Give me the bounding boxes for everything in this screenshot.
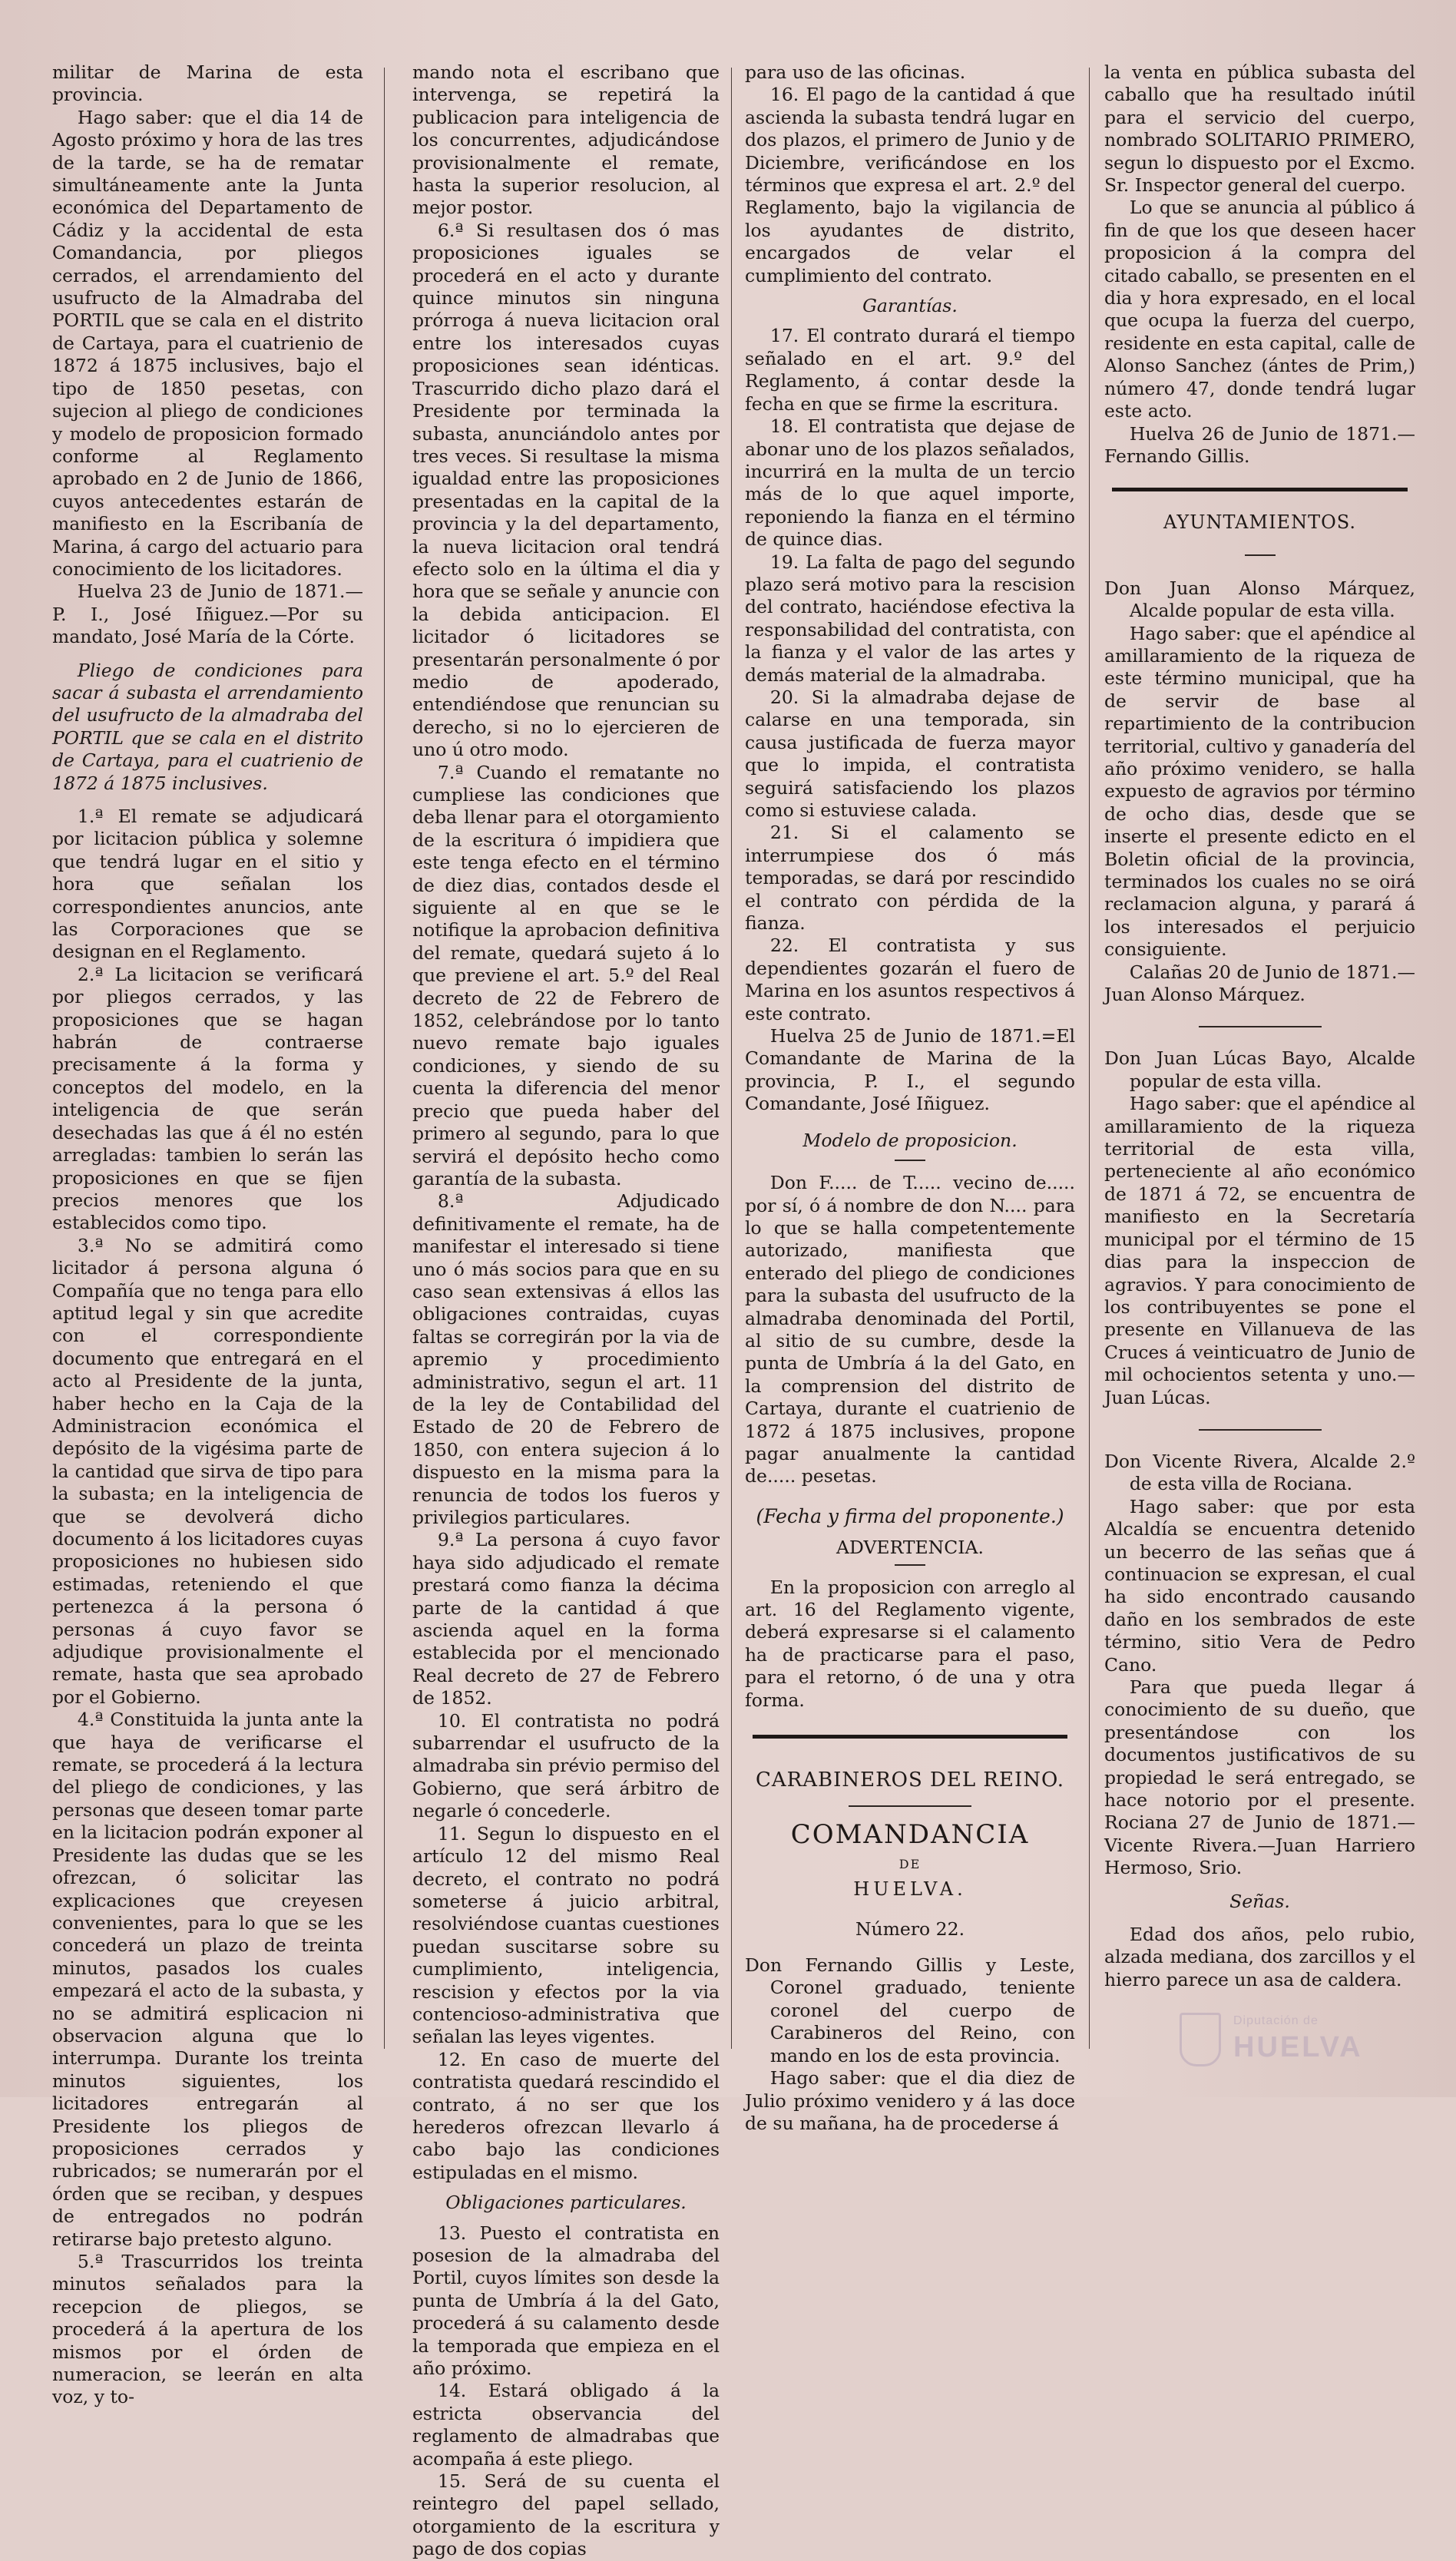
comandancia-heading: COMANDANCIA <box>790 1819 1030 1851</box>
clause: 20. Si la almadraba dejase de calarse en una temporada, sin causa justificada de fuerza mayor que lo impida, el contratista seguirá satisfaciendo los plazos como si estuviese calada. <box>745 686 1075 821</box>
paragraph: Hago saber: que el dia 14 de Agosto próximo y hora de las tres de la tarde, se ha de rematar simultáneamente ante la Junta económica del Departamento de Cádiz y la accidental de esta Comandancia, por pliegos cerrados, el arrendamiento del usufructo de la Almadraba del PORTIL que se cala en el distrito de Cartaya, para el cuatrienio de 1872 á 1875 inclusives, bajo el tipo de 1850 pesetas, con sujecion al pliego de condiciones y modelo de proposicion formado conforme al Reglamento aprobado en 2 de Junio de 1866, cuyos antecedentes estarán de manifiesto en la Escribanía de Marina, á cargo del actuario para conocimiento de los licitadores. <box>52 106 363 580</box>
paragraph: Hago saber: que el dia diez de Julio próximo venidero y á las doce de su mañana, ha de procederse á <box>745 2067 1075 2134</box>
clause: 4.ª Constituida la junta ante la que haya de verificarse el remate, se procederá á la lectura del pliego de condiciones, y las personas que deseen tomar parte en la licitacion podrán exponer al Presidente las dudas que se les ofrezcan, ó solicitar las explicaciones que creyesen convenientes, para lo que se les concederá un plazo de treinta minutos, pasados los cuales empezará el acto de la subasta, y no se admitirá esplicacion ni observacion alguna que lo interrumpa. Durante los treinta minutos siguientes, los licitadores entregarán al Presidente los pliegos de proposiciones cerrados y rubricados; se numerarán por el órden que se reciban, y despues de entregados no podrán retirarse bajo pretesto alguno. <box>52 1709 363 2250</box>
carabineros-heading: CARABINEROS DEL REINO. <box>755 1769 1065 1792</box>
clause: 14. Estará obligado á la estricta observancia del reglamento de almadrabas que acompaña á este pliego. <box>412 2380 720 2470</box>
signature-paragraph: Huelva 25 de Junio de 1871.=El Comandante de Marina de la provincia, P. I., el segundo Comandante, José Iñiguez. <box>745 1025 1075 1115</box>
paragraph: Don Vicente Rivera, Alcalde 2.º de esta villa de Rociana. <box>1104 1450 1415 1495</box>
clause: 1.ª El remate se adjudicará por licitacion pública y solemne que tendrá lugar en el sitio y hora que señalan los correspondientes anuncios, ante las Corporaciones que se designan en el Reglamento. <box>52 806 363 963</box>
clause: 10. El contratista no podrá subarrendar el usufructo de la almadraba sin prévio permiso del Gobierno, que será árbitro de negarle ó concederle. <box>412 1709 720 1822</box>
section-subheading: Garantías. <box>862 295 958 317</box>
paragraph: militar de Marina de esta provincia. <box>52 61 363 106</box>
divider <box>1112 488 1408 491</box>
clause: 19. La falta de pago del segundo plazo será motivo para la rescision del contrato, haciéndose efectiva la responsabilidad del contratista, con la fianza y el valor de las artes y demás material de la almadraba. <box>745 551 1075 686</box>
modelo-heading: Modelo de proposicion. <box>802 1129 1018 1151</box>
signature-paragraph: Huelva 26 de Junio de 1871.—Fernando Gillis. <box>1104 422 1415 467</box>
paragraph: Don F..... de T..... vecino de..... por sí, ó á nombre de don N.... para lo que se halla competentemente autorizado, manifiesta que enterado del pliego de condiciones para la subasta del usufructo de la almadraba denominada del Portil, al sitio de su cumbre, desde la punta de Umbría á la del Gato, en la comprension del distrito de Cartaya, durante el cuatrienio de 1872 á 1875 inclusives, propone pagar anualmente la cantidad de..... pesetas. <box>745 1172 1075 1487</box>
de-label: DE <box>898 1856 922 1871</box>
numero-label: Número 22. <box>855 1917 965 1940</box>
paragraph: mando nota el escribano que intervenga, se repetirá la publicacion para inteligencia de los concurrentes, adjudicándose provisionalmente el remate, hasta la superior resolucion, al mejor postor. <box>412 61 720 219</box>
divider <box>1199 1429 1322 1431</box>
column-2 <box>412 61 720 2561</box>
paragraph: Lo que se anuncia al público á fin de que los que deseen hacer proposicion á la compra del citado caballo, se presenten en el dia y hora expresado, en el local que ocupa la fuerza del cuerpo, residente en esta capital, calle de Alonso Sanchez (ántes de Prim,) número 47, donde tendrá lugar este acto. <box>1104 197 1415 422</box>
watermark-big: HUELVA <box>1233 2031 1363 2063</box>
clause: 21. Si el calamento se interrumpiese dos ó más temporadas, se dará por rescindido el contrato con pérdida de la fianza. <box>745 822 1075 935</box>
divider <box>895 1160 925 1161</box>
clause: 15. Será de su cuenta el reintegro del papel sellado, otorgamiento de la escritura y pago de dos copias <box>412 2470 720 2560</box>
shield-icon <box>1180 2013 1221 2066</box>
paragraph: Hago saber: que por esta Alcaldía se encuentra detenido un becerro de las señas que á continuacion se expresan, el cual ha sido encontrado causando daño en los sembrados de este término, sitio Vera de Pedro Cano. <box>1104 1495 1415 1676</box>
column-1 <box>52 61 363 2409</box>
clause: 18. El contratista que dejase de abonar uno de los plazos señalados, incurrirá en la multa de un tercio más de lo que aquel importe, reponiendo la fianza en el término de quince dias. <box>745 415 1075 551</box>
paragraph: para uso de las oficinas. <box>745 61 966 83</box>
paragraph: Don Fernando Gillis y Leste, Coronel graduado, teniente coronel del cuerpo de Carabineros del Reino, con mando en los de esta provincia. <box>745 1954 1075 2066</box>
clause: 6.ª Si resultasen dos ó mas proposiciones iguales se procederá en el acto y durante quince minutos sin ninguna prórroga á nueva licitacion oral entre los interesados cuyas proposiciones sean idénticas. Trascurrido dicho plazo dará el Presidente por terminada la subasta, anunciándolo antes por tres veces. Si resultase la misma igualdad entre las proposiciones presentadas en la capital de la provincia y la del departamento, la nueva licitacion oral tendrá efecto solo en la última el dia y hora que se señale y anuncie con la debida anticipacion. El licitador ó licitadores se presentarán personalmente ó por medio de apoderado, entendiéndose que renuncian su derecho, si no lo ejercieren de uno ú otro modo. <box>412 219 720 761</box>
paragraph: En la proposicion con arreglo al art. 16 del Reglamento vigente, deberá expresarse si el calamento ha de practicarse para el paso, para el retorno, ó de una y otra forma. <box>745 1576 1075 1711</box>
advertencia-heading: ADVERTENCIA. <box>836 1537 984 1559</box>
pliego-title: Pliego de condiciones para sacar á subasta el arrendamiento del usufructo de la almadraba del PORTIL que se cala en el distrito de Cartaya, para el cuatrienio de 1872 á 1875 inclusives. <box>52 659 363 794</box>
clause: 11. Segun lo dispuesto en el artículo 12 del mismo Real decreto, el contrato no podrá someterse á juicio arbitral, resolviéndose cuantas cuestiones puedan suscitarse sobre su cumplimiento, inteligencia, rescision y efectos por la via contencioso-administrativa que señalan las leyes vigentes. <box>412 1822 720 2048</box>
watermark-small: Diputación de <box>1233 2014 1319 2027</box>
clause: 12. En caso de muerte del contratista quedará rescindido el contrato, á no ser que los herederos ofrezcan llevarlo á cabo bajo las condiciones estipuladas en el mismo. <box>412 2048 720 2183</box>
column-rule <box>384 68 385 2049</box>
clause: 3.ª No se admitirá como licitador á persona alguna ó Compañía que no tenga para ello aptitud legal y sin que acredite con el correspondiente documento que entregará en el acto al Presidente de la junta, haber hecho en la Caja de la Administracion económica el depósito de la vigésima parte de la cantidad que sirva de tipo para la subasta; en la inteligencia de que se devolverá dicho documento á los licitadores cuyas proposiciones no hubiesen sido estimadas, reteniendo el que pertenezca á la persona ó personas á cuyo favor se adjudique provisionalmente el remate, hasta que sea aprobado por el Gobierno. <box>52 1234 363 1708</box>
paragraph: Edad dos años, pelo rubio, alzada mediana, dos zarcillos y el hierro parece un asa de caldera. <box>1104 1924 1415 1990</box>
paragraph: Don Juan Alonso Márquez, Alcalde popular de esta villa. <box>1104 577 1415 622</box>
clause: 5.ª Trascurridos los treinta minutos señalados para la recepcion de pliegos, se procederá á la apertura de los mismos por el órden de numeracion, se leerán en alta voz, y to- <box>52 2251 363 2408</box>
divider <box>895 1564 925 1566</box>
column-3 <box>745 61 1075 2135</box>
huelva-label: HUELVA. <box>853 1878 967 1901</box>
clause: 13. Puesto el contratista en posesion de la almadraba del Portil, cuyos límites son desde la punta de Umbría á la del Gato, procederá á su calamento desde la temporada que empieza en el año próximo. <box>412 2222 720 2380</box>
divider <box>753 1735 1067 1739</box>
clause: 7.ª Cuando el rematante no cumpliese las condiciones que deba llenar para el otorgamiento de la escritura ó impidiera que este tenga efecto en el término de diez dias, contados desde el siguiente al en que se le notifique la aprobacion definitiva del remate, quedará sujeto á lo que previene el art. 5.º del Real decreto de 22 de Febrero de 1852, celebrándose por lo tanto nuevo remate bajo iguales condiciones, y siendo de su cuenta la diferencia del menor precio que pueda haber del primero al segundo, para lo que servirá el depósito hecho como garantía de la subasta. <box>412 761 720 1190</box>
column-4 <box>1104 61 1415 1991</box>
column-rule <box>731 68 732 2049</box>
clause: 8.ª Adjudicado definitivamente el remate, ha de manifestar el interesado si tiene uno ó más socios para que en su caso sean extensivas á ellos las obligaciones contraidas, cuyas faltas se corregirán por la via de apremio y procedimiento administrativo, segun el art. 11 de la ley de Contabilidad del Estado de 20 de Febrero de 1850, con entera sujecion á lo dispuesto en la misma para la renuncia de todos los fueros y privilegios particulares. <box>412 1190 720 1528</box>
divider <box>849 1805 971 1807</box>
paragraph: Don Juan Lúcas Bayo, Alcalde popular de esta villa. <box>1104 1047 1415 1092</box>
signature-paragraph: Calañas 20 de Junio de 1871.—Juan Alonso Márquez. <box>1104 961 1415 1006</box>
senas-heading: Señas. <box>1229 1890 1290 1912</box>
clause: 16. El pago de la cantidad á que ascienda la subasta tendrá lugar en dos plazos, el primero de Junio y de Diciembre, verificándose en los términos que expresa el art. 2.º del Reglamento, bajo la vigilancia de los ayudantes de distrito, encargados de velar el cumplimiento del contrato. <box>745 84 1075 286</box>
clause: 9.ª La persona á cuyo favor haya sido adjudicado el remate prestará como fianza la décima parte de la cantidad á que ascienda aquel en la forma establecida por el mencionado Real decreto de 27 de Febrero de 1852. <box>412 1529 720 1709</box>
paragraph: Huelva 23 de Junio de 1871.—P. I., José Iñiguez.—Por su mandato, José María de la Córte. <box>52 581 363 648</box>
paragraph: Hago saber: que el apéndice al amillaramiento de la riqueza territorial de esta villa, perteneciente al año económico de 1871 á 72, se encuentra de manifiesto en la Secretaría municipal por el término de 15 dias para la inspeccion de agravios. Y para conocimiento de los contribuyentes se pone el presente en Villanueva de las Cruces á veinticuatro de Junio de mil ochocientos setenta y uno.—Juan Lúcas. <box>1104 1093 1415 1408</box>
clause: 17. El contrato durará el tiempo señalado en el art. 9.º del Reglamento, á contar desde la fecha en que se firme la escritura. <box>745 325 1075 415</box>
paragraph: Para que pueda llegar á conocimiento de su dueño, que presentándose con los documentos justificativos de su propiedad le será entregado, se hace notorio por el presente. Rociana 27 de Junio de 1871.—Vicente Rivera.—Juan Harriero Hermoso, Srio. <box>1104 1676 1415 1879</box>
watermark <box>1180 2010 1425 2071</box>
ayuntamientos-heading: AYUNTAMIENTOS. <box>1163 511 1356 534</box>
clause: 2.ª La licitacion se verificará por pliegos cerrados, y las proposiciones que se hagan habrán de contraerse precisamente á la forma y conceptos del modelo, en la inteligencia de que serán desechadas las que á él no estén arregladas: tambien lo serán las proposiciones en que se fijen precios menores que los establecidos como tipo. <box>52 963 363 1234</box>
section-subheading: Obligaciones particulares. <box>445 2192 687 2214</box>
clause: 22. El contratista y sus dependientes gozarán el fuero de Marina en los asuntos respectivos á este contrato. <box>745 935 1075 1024</box>
fecha-firma: (Fecha y firma del proponente.) <box>756 1504 1064 1527</box>
column-rule <box>1089 68 1090 2049</box>
paragraph: Hago saber: que el apéndice al amillaramiento de la riqueza de este término municipal, que ha de servir de base al repartimiento de la contribucion territorial, cultivo y ganadería del año próximo venidero, se halla expuesto de agravios por término de ocho dias, desde que se inserte el presente edicto en el Boletin oficial de la provincia, terminados los cuales no se oirá reclamacion alguna, y parará á los interesados el perjuicio consiguiente. <box>1104 622 1415 961</box>
divider <box>1199 1026 1322 1027</box>
divider <box>1245 554 1276 556</box>
paragraph: la venta en pública subasta del caballo que ha resultado inútil para el servicio del cuerpo, nombrado SOLITARIO PRIMERO, segun lo dispuesto por el Excmo. Sr. Inspector general del cuerpo. <box>1104 61 1415 197</box>
